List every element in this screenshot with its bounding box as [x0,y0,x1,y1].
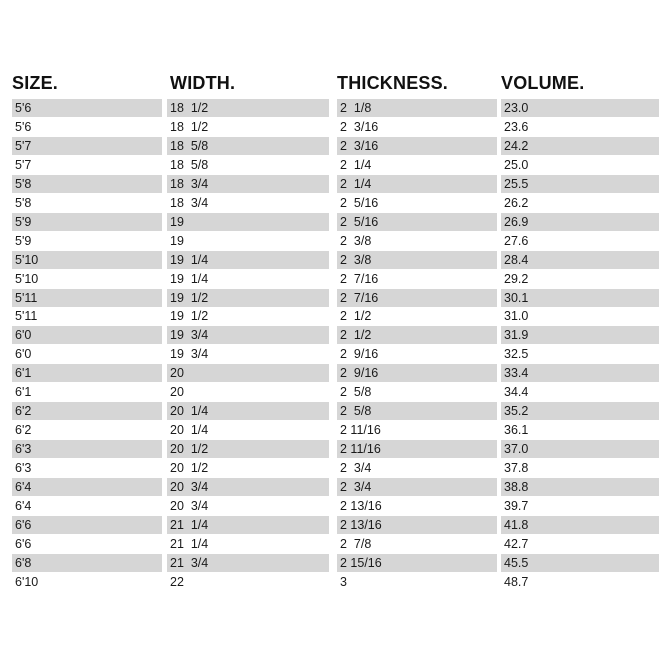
width-cell: 19 [167,213,329,231]
table-row [0,364,670,383]
thickness-cell: 2 7/8 [340,536,372,551]
width-cell: 19 [170,233,184,248]
size-cell: 6'6 [15,536,32,551]
size-cell: 5'9 [15,233,32,248]
width-cell: 20 [167,364,329,382]
thickness-cell: 2 1/2 [337,326,497,344]
size-cell: 5'6 [12,99,162,117]
volume-cell: 26.9 [501,213,659,231]
width-cell: 19 3/4 [170,347,209,362]
volume-cell: 42.7 [504,536,529,551]
volume-cell: 28.4 [501,251,659,269]
width-cell: 18 1/2 [170,119,209,134]
thickness-cell: 2 1/8 [337,99,497,117]
header-width: WIDTH. [170,73,236,93]
thickness-cell: 2 1/4 [340,157,372,172]
thickness-cell: 2 1/4 [337,175,497,193]
thickness-cell: 2 9/16 [340,347,379,362]
thickness-cell: 2 3/16 [340,119,379,134]
thickness-cell: 2 7/16 [340,271,379,286]
width-cell: 21 3/4 [167,554,329,572]
table-row [0,99,670,118]
size-cell: 5'8 [12,175,162,193]
volume-cell: 27.6 [504,233,529,248]
thickness-cell: 2 3/16 [337,137,497,155]
volume-cell: 34.4 [504,385,529,400]
width-cell: 19 3/4 [167,326,329,344]
table-row [0,402,670,421]
table-row [0,270,670,289]
width-cell: 20 [170,385,184,400]
size-cell: 5'11 [12,289,162,307]
width-cell: 19 1/2 [170,309,209,324]
width-cell: 18 3/4 [170,195,209,210]
volume-cell: 39.7 [504,498,529,513]
size-cell: 5'10 [15,271,39,286]
width-cell: 20 1/2 [167,440,329,458]
thickness-cell: 2 3/8 [337,251,497,269]
volume-cell: 48.7 [504,574,529,589]
table-row [0,326,670,345]
table-row [0,573,670,592]
size-cell: 6'3 [12,440,162,458]
table-row [0,118,670,137]
thickness-cell: 2 11/16 [340,423,381,438]
volume-cell: 41.8 [501,516,659,534]
size-cell: 5'10 [12,251,162,269]
thickness-cell: 3 [340,574,347,589]
table-row [0,440,670,459]
width-cell: 20 1/4 [167,402,329,420]
table-row [0,175,670,194]
volume-cell: 30.1 [501,289,659,307]
size-cell: 5'8 [15,195,32,210]
table-row [0,232,670,251]
table-row [0,516,670,535]
table-row [0,251,670,270]
volume-cell: 32.5 [504,347,529,362]
width-cell: 18 1/2 [167,99,329,117]
volume-cell: 36.1 [504,423,529,438]
width-cell: 19 1/4 [167,251,329,269]
width-cell: 18 3/4 [167,175,329,193]
width-cell: 22 [170,574,184,589]
volume-cell: 31.0 [504,309,529,324]
volume-cell: 25.0 [504,157,529,172]
thickness-cell: 2 13/16 [340,498,382,513]
width-cell: 20 3/4 [167,478,329,496]
size-cell: 6'6 [12,516,162,534]
width-cell: 18 5/8 [167,137,329,155]
thickness-cell: 2 9/16 [337,364,497,382]
thickness-cell: 2 5/16 [340,195,379,210]
table-row [0,535,670,554]
table-row [0,459,670,478]
size-cell: 5'11 [15,309,38,324]
table-row [0,383,670,402]
table-row [0,307,670,326]
thickness-cell: 2 3/8 [340,233,372,248]
volume-cell: 33.4 [501,364,659,382]
width-cell: 20 1/4 [170,423,209,438]
header-thickness: THICKNESS. [337,73,449,93]
thickness-cell: 2 11/16 [337,440,497,458]
volume-cell: 26.2 [504,195,529,210]
volume-cell: 45.5 [501,554,659,572]
table-row [0,194,670,213]
size-cell: 6'4 [15,498,32,513]
size-cell: 6'1 [15,385,32,400]
width-cell: 20 3/4 [170,498,209,513]
table-row [0,213,670,232]
thickness-cell: 2 5/8 [340,385,372,400]
volume-cell: 38.8 [501,478,659,496]
width-cell: 20 1/2 [170,461,209,476]
volume-cell: 25.5 [501,175,659,193]
width-cell: 18 5/8 [170,157,209,172]
thickness-cell: 2 13/16 [337,516,497,534]
volume-cell: 31.9 [501,326,659,344]
size-cell: 5'9 [12,213,162,231]
volume-cell: 23.0 [501,99,659,117]
size-cell: 6'1 [12,364,162,382]
size-cell: 6'0 [15,347,32,362]
table-row [0,345,670,364]
size-cell: 6'10 [15,574,39,589]
size-cell: 5'7 [12,137,162,155]
table-row [0,554,670,573]
volume-cell: 37.0 [501,440,659,458]
thickness-cell: 2 7/16 [337,289,497,307]
size-cell: 6'2 [15,423,32,438]
size-cell: 5'6 [15,119,32,134]
table-row [0,137,670,156]
volume-cell: 29.2 [504,271,529,286]
table-row [0,421,670,440]
thickness-cell: 2 5/8 [337,402,497,420]
width-cell: 21 1/4 [167,516,329,534]
volume-cell: 37.8 [504,461,529,476]
size-cell: 6'2 [12,402,162,420]
volume-cell: 24.2 [501,137,659,155]
thickness-cell: 2 15/16 [337,554,497,572]
volume-cell: 23.6 [504,119,529,134]
header-volume: VOLUME. [501,73,585,93]
size-cell: 5'7 [15,157,32,172]
table-row [0,478,670,497]
table-row [0,289,670,308]
size-cell: 6'0 [12,326,162,344]
width-cell: 19 1/2 [167,289,329,307]
size-cell: 6'8 [12,554,162,572]
size-cell: 6'3 [15,461,32,476]
width-cell: 19 1/4 [170,271,209,286]
header-size: SIZE. [12,73,59,93]
thickness-cell: 2 1/2 [340,309,372,324]
table-row [0,156,670,175]
size-cell: 6'4 [12,478,162,496]
thickness-cell: 2 3/4 [337,478,497,496]
thickness-cell: 2 3/4 [340,461,372,476]
width-cell: 21 1/4 [170,536,209,551]
table-row [0,497,670,516]
thickness-cell: 2 5/16 [337,213,497,231]
volume-cell: 35.2 [501,402,659,420]
